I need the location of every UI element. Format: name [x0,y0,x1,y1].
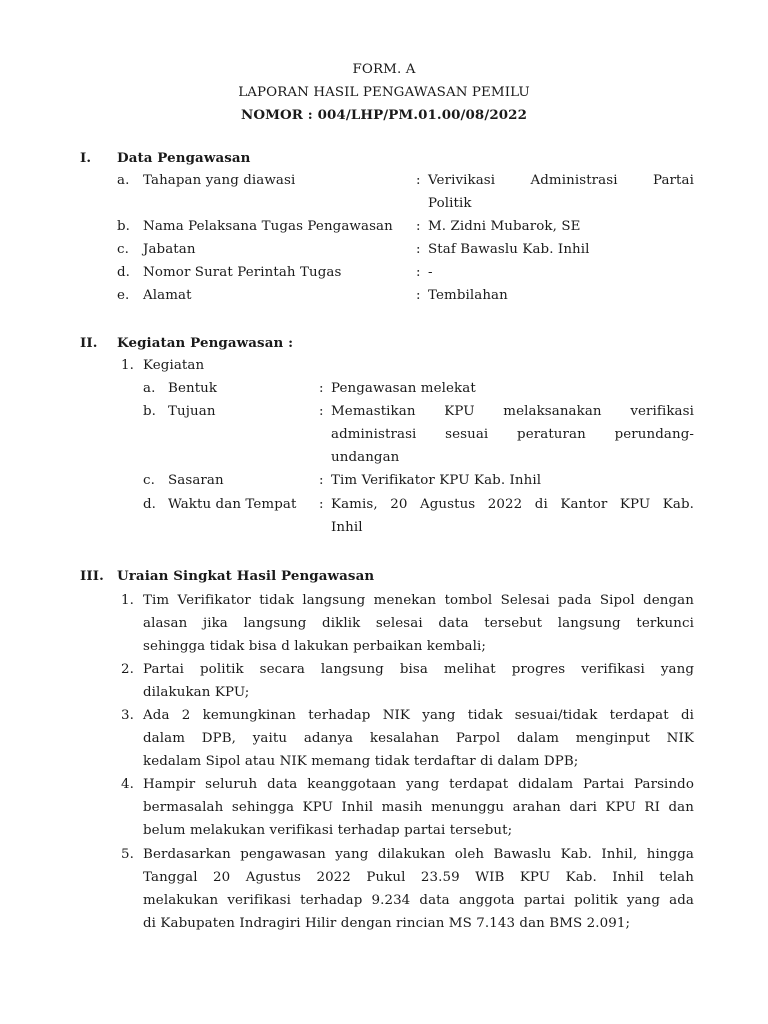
section1-item-b-label: Nama Pelaksana Tugas Pengawasan [143,219,393,234]
section3-item-line: Hampir seluruh data keanggotaan yang terdapat didalam Partai Parsindo [143,777,694,792]
section2-item-b-letter: b. [143,404,157,419]
section2-item-d-value-line: Kamis, 20 Agustus 2022 di Kantor KPU Kab. [331,497,694,512]
form-label: FORM. A [352,62,416,77]
document-title: LAPORAN HASIL PENGAWASAN PEMILU [238,85,530,100]
section2-item-c-value: Tim Verifikator KPU Kab. Inhil [331,473,542,488]
section3-item-line: belum melakukan verifikasi terhadap partai tersebut; [143,823,513,838]
section1-item-d-letter: d. [117,265,131,280]
section1-item-e-label: Alamat [143,288,192,303]
section1-item-e-letter: e. [117,288,130,303]
section3-item-line: melakukan verifikasi terhadap 9.234 data anggota partai politik yang ada [143,893,694,908]
section3-item-number: 4. [121,777,134,792]
section1-item-a-value: Verivikasi Administrasi Partai [428,173,694,188]
colon: : [416,265,421,280]
section1-item-d-label: Nomor Surat Perintah Tugas [143,265,342,280]
section1-number: I. [80,150,92,166]
section3-number: III. [80,568,104,584]
section3-item-line: Tanggal 20 Agustus 2022 Pukul 23.59 WIB KPU Kab. Inhil telah [143,870,694,885]
section3-item-number: 1. [121,593,134,608]
section1-item-a-letter: a. [117,173,130,188]
section2-item-b-value-line: administrasi sesuai peraturan perundang- [331,427,694,442]
section1-item-c-letter: c. [117,242,129,257]
section1-item-a-label: Tahapan yang diawasi [143,173,296,188]
colon: : [416,242,421,257]
section1-title: Data Pengawasan [117,150,251,166]
section3-item-number: 3. [121,708,134,723]
document-number: NOMOR : 004/LHP/PM.01.00/08/2022 [240,107,528,123]
section3-item-line: sehingga tidak bisa d lakukan perbaikan kembali; [143,639,486,654]
section2-sub-number: 1. [121,358,134,373]
section3-item-line: Partai politik secara langsung bisa melihat progres verifikasi yang [143,662,694,677]
section3-item-line: Tim Verifikator tidak langsung menekan tombol Selesai pada Sipol dengan [143,593,694,608]
section1-item-d-value: - [428,265,433,280]
section3-item-line: bermasalah sehingga KPU Inhil masih menunggu arahan dari KPU RI dan [143,800,694,815]
section1-item-e-value: Tembilahan [428,288,508,303]
section2-number: II. [80,335,98,351]
section2-item-d-label: Waktu dan Tempat [168,497,297,512]
section2-item-a-label: Bentuk [168,381,218,396]
section2-item-b-value-line: Memastikan KPU melaksanakan verifikasi [331,404,694,419]
section3-title: Uraian Singkat Hasil Pengawasan [117,568,375,584]
section3-item-line: alasan jika langsung diklik selesai data tersebut langsung terkunci [143,616,694,631]
colon: : [416,173,421,188]
section3-item-line: di Kabupaten Indragiri Hilir dengan rincian MS 7.143 dan BMS 2.091; [143,916,631,931]
section3-item-number: 5. [121,847,134,862]
colon: : [319,381,324,396]
section1-item-b-value: M. Zidni Mubarok, SE [428,219,581,234]
section3-item-line: Berdasarkan pengawasan yang dilakukan oleh Bawaslu Kab. Inhil, hingga [143,847,694,862]
section1-item-c-value: Staf Bawaslu Kab. Inhil [428,242,590,257]
section1-item-b-letter: b. [117,219,131,234]
section2-title: Kegiatan Pengawasan : [117,335,294,351]
section2-item-d-letter: d. [143,497,157,512]
colon: : [319,497,324,512]
section2-item-a-value: Pengawasan melekat [331,381,476,396]
section2-item-d-value-line: Inhil [331,520,363,535]
section2-item-b-value-line: undangan [331,450,400,465]
section3-item-line: dalam DPB, yaitu adanya kesalahan Parpol dalam menginput NIK [143,731,694,746]
section2-item-c-letter: c. [143,473,155,488]
section2-sub-title: Kegiatan [143,358,205,373]
colon: : [319,473,324,488]
section1-item-c-label: Jabatan [143,242,196,257]
colon: : [319,404,324,419]
section1-item-a-value-cont: Politik [428,196,472,211]
section3-item-line: dilakukan KPU; [143,685,250,700]
section2-item-b-label: Tujuan [168,404,216,419]
colon: : [416,288,421,303]
section3-item-line: Ada 2 kemungkinan terhadap NIK yang tidak sesuai/tidak terdapat di [143,708,694,723]
section2-item-c-label: Sasaran [168,473,224,488]
section2-item-a-letter: a. [143,381,156,396]
section3-item-number: 2. [121,662,134,677]
section3-item-line: kedalam Sipol atau NIK memang tidak terdaftar di dalam DPB; [143,754,579,769]
colon: : [416,219,421,234]
